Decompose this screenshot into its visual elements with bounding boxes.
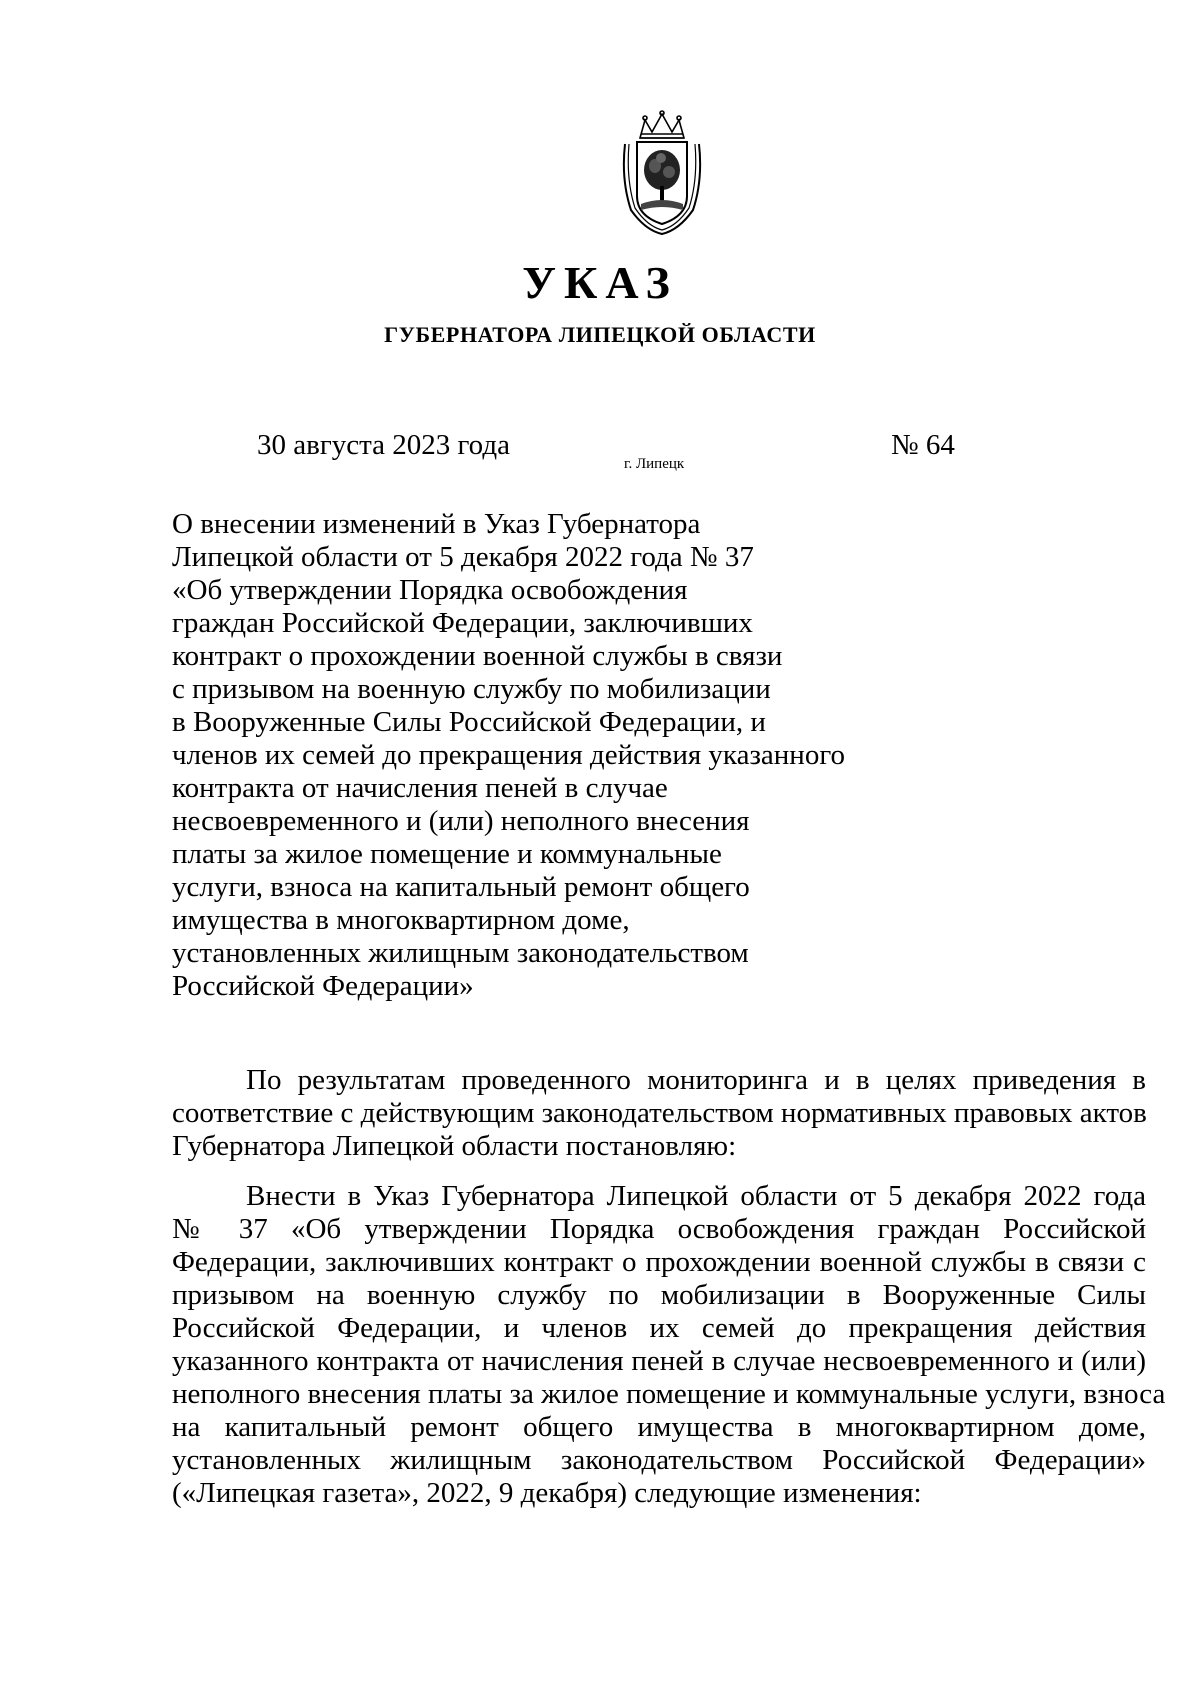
heading-line: с призывом на военную службу по мобилизации [172, 673, 771, 705]
paragraph-line: Федерации, заключивших контракт о прохождении военной службы в связи с [172, 1246, 1146, 1278]
document-number: № 64 [891, 429, 955, 461]
heading-line: контракт о прохождении военной службы в связи [172, 640, 783, 672]
paragraph-line: Внести в Указ Губернатора Липецкой области от 5 декабря 2022 года [246, 1180, 1146, 1212]
paragraph-line: установленных жилищным законодательством Российской Федерации» [172, 1444, 1146, 1476]
heading-line: в Вооруженные Силы Российской Федерации, и [172, 706, 766, 738]
document-heading [172, 508, 872, 1003]
heading-line: О внесении изменений в Указ Губернатора [172, 508, 701, 540]
document-city: г. Липецк [624, 456, 685, 472]
heading-line: «Об утверждении Порядка освобождения [172, 574, 688, 606]
heading-line: членов их семей до прекращения действия указанного [172, 739, 845, 771]
heading-line: платы за жилое помещение и коммунальные [172, 838, 722, 870]
heading-line: Российской Федерации» [172, 970, 474, 1002]
paragraph-line: («Липецкая газета», 2022, 9 декабря) следующие изменения: [172, 1477, 922, 1509]
heading-line: контракта от начисления пеней в случае [172, 772, 668, 804]
document-subtitle: ГУБЕРНАТОРА ЛИПЕЦКОЙ ОБЛАСТИ [384, 322, 816, 347]
coat-of-arms-icon [617, 110, 707, 238]
paragraph-line: неполного внесения платы за жилое помещение и коммунальные услуги, взноса [172, 1378, 1166, 1410]
heading-line: имущества в многоквартирном доме, [172, 904, 630, 936]
document-title: УКАЗ [522, 257, 678, 308]
heading-line: несвоевременного и (или) неполного внесения [172, 805, 750, 837]
paragraph-line: призывом на военную службу по мобилизации в Вооруженные Силы [172, 1279, 1146, 1311]
paragraph-line: соответствие с действующим законодательством нормативных правовых актов [172, 1097, 1147, 1129]
document-date: 30 августа 2023 года [257, 429, 510, 461]
heading-line: Липецкой области от 5 декабря 2022 года № 37 [172, 541, 754, 573]
body-paragraph-amendment [172, 1180, 1166, 1510]
paragraph-line: указанного контракта от начисления пеней в случае несвоевременного и (или) [172, 1345, 1146, 1377]
body-paragraph-preamble [172, 1064, 1146, 1163]
paragraph-line: По результатам проведенного мониторинга и в целях приведения в [246, 1064, 1146, 1096]
paragraph-line: Российской Федерации, и членов их семей до прекращения действия [172, 1312, 1146, 1344]
paragraph-line: на капитальный ремонт общего имущества в многоквартирном доме, [172, 1411, 1146, 1443]
paragraph-line: Губернатора Липецкой области постановляю: [172, 1130, 737, 1162]
heading-line: услуги, взноса на капитальный ремонт общего [172, 871, 750, 903]
heading-line: граждан Российской Федерации, заключивших [172, 607, 753, 639]
heading-line: установленных жилищным законодательством [172, 937, 749, 969]
paragraph-line: № 37 «Об утверждении Порядка освобождения граждан Российской [172, 1213, 1146, 1245]
